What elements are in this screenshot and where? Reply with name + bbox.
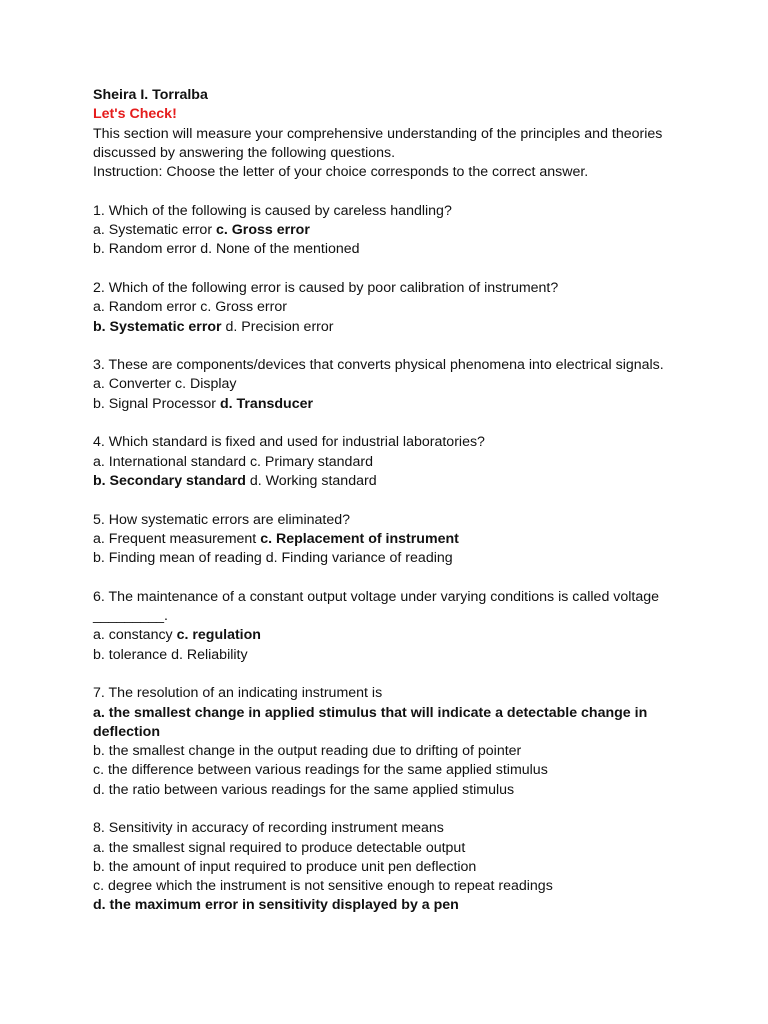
spacer — [93, 182, 673, 201]
spacer — [93, 260, 673, 279]
choice-text: d. the ratio between various readings for the same applied stimulus — [93, 781, 515, 798]
choice-line — [93, 298, 673, 317]
choice-text: a. International standard c. Primary standard — [93, 453, 373, 470]
correct-answer: c. Replacement of instrument — [260, 530, 459, 547]
choice-line — [93, 395, 673, 414]
choice-line — [93, 530, 673, 549]
question-text: 5. How systematic errors are eliminated? — [93, 511, 351, 528]
choice-line — [93, 781, 673, 800]
question-block — [93, 511, 673, 588]
question-text: 8. Sensitivity in accuracy of recording instrument means — [93, 820, 444, 837]
question-list — [93, 202, 673, 916]
question-block — [93, 588, 673, 684]
question-block — [93, 279, 673, 356]
choice-line — [93, 858, 673, 877]
choice-text: d. Precision error — [221, 318, 334, 335]
choice-line — [93, 240, 673, 259]
choice-line — [93, 742, 673, 761]
question-text: 3. These are components/devices that converts physical phenomena into electrical signals. — [93, 357, 664, 374]
question-text: 1. Which of the following is caused by careless handling? — [93, 202, 452, 219]
choice-line — [93, 626, 673, 645]
choice-line — [93, 472, 673, 491]
question-block — [93, 202, 673, 279]
correct-answer: a. the smallest change in applied stimulus that will indicate a detectable change in deflection — [93, 704, 648, 740]
section-intro: This section will measure your comprehensive understanding of the principles and theories discussed by answering the following questions. — [93, 125, 663, 161]
choice-line — [93, 375, 673, 394]
question-block — [93, 819, 673, 915]
choice-text: b. the smallest change in the output reading due to drifting of pointer — [93, 743, 522, 760]
correct-answer: b. Secondary standard — [93, 472, 246, 489]
choice-text: b. the amount of input required to produce unit pen deflection — [93, 858, 477, 875]
choice-line — [93, 896, 673, 915]
question-text: 2. Which of the following error is caused by poor calibration of instrument? — [93, 279, 559, 296]
spacer — [93, 491, 673, 510]
choice-text: a. Random error c. Gross error — [93, 299, 287, 316]
question-block — [93, 684, 673, 819]
choice-text: b. tolerance d. Reliability — [93, 646, 248, 663]
choice-line — [93, 318, 673, 337]
choice-line — [93, 646, 673, 665]
author-name: Sheira I. Torralba — [93, 87, 208, 103]
choice-text: b. Random error d. None of the mentioned — [93, 241, 360, 258]
spacer — [93, 800, 673, 819]
choice-line — [93, 877, 673, 896]
correct-answer: d. Transducer — [219, 395, 314, 412]
choice-text: c. the difference between various readings for the same applied stimulus — [93, 762, 548, 779]
document-page — [93, 86, 673, 916]
instruction-text: Instruction: Choose the letter of your choice corresponds to the correct answer. — [93, 164, 589, 181]
choice-text: a. constancy — [93, 627, 177, 644]
question-text: 7. The resolution of an indicating instrument is — [93, 685, 383, 702]
correct-answer: d. the maximum error in sensitivity displayed by a pen — [93, 897, 459, 914]
question-text: 6. The maintenance of a constant output voltage under varying conditions is called voltage _________. — [93, 588, 660, 625]
correct-answer: b. Systematic error — [93, 318, 222, 335]
question-text: 4. Which standard is fixed and used for industrial laboratories? — [93, 434, 485, 451]
choice-text: c. degree which the instrument is not sensitive enough to repeat readings — [93, 878, 553, 895]
spacer — [93, 414, 673, 433]
question-block — [93, 356, 673, 433]
spacer — [93, 337, 673, 356]
correct-answer: c. Gross error — [216, 222, 310, 239]
choice-text: a. the smallest signal required to produce detectable output — [93, 839, 466, 856]
correct-answer: c. regulation — [176, 627, 261, 644]
choice-line — [93, 704, 673, 743]
choice-text: a. Systematic error — [93, 222, 216, 239]
section-title: Let's Check! — [93, 106, 177, 123]
question-block — [93, 433, 673, 510]
choice-line — [93, 221, 673, 240]
choice-line — [93, 453, 673, 472]
choice-line — [93, 839, 673, 858]
choice-text: d. Working standard — [245, 472, 377, 489]
choice-line — [93, 761, 673, 780]
choice-text: a. Frequent measurement — [93, 530, 261, 547]
choice-line — [93, 549, 673, 568]
spacer — [93, 568, 673, 587]
choice-text: a. Converter c. Display — [93, 376, 237, 393]
choice-text: b. Finding mean of reading d. Finding variance of reading — [93, 550, 453, 567]
choice-text: b. Signal Processor — [93, 395, 220, 412]
spacer — [93, 665, 673, 684]
